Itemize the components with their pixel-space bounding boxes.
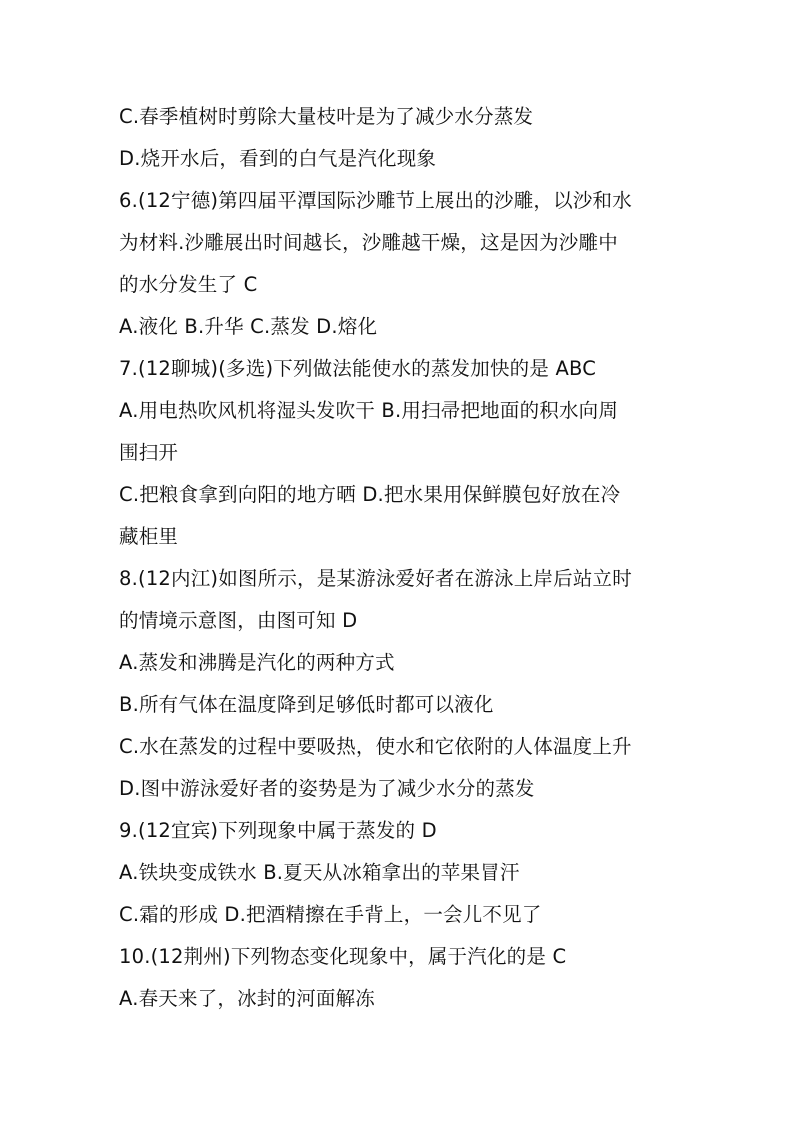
text-line: 的情境示意图，由图可知 D: [119, 609, 358, 632]
options-line: C.霜的形成 D.把酒精擦在手背上，一会儿不见了: [119, 903, 542, 926]
text-line: 为材料.沙雕展出时间越长，沙雕越干燥，这是因为沙雕中: [119, 231, 618, 254]
options-line: A.铁块变成铁水 B.夏天从冰箱拿出的苹果冒汗: [119, 861, 520, 884]
question-6-line: 6.(12宁德)第四届平潭国际沙雕节上展出的沙雕，以沙和水: [119, 189, 632, 212]
options-line: A.液化 B.升华 C.蒸发 D.熔化: [119, 315, 378, 338]
question-9-line: 9.(12宜宾)下列现象中属于蒸发的 D: [119, 819, 437, 842]
option-line: A.春天来了，冰封的河面解冻: [119, 987, 375, 1010]
text-line: C.春季植树时剪除大量枝叶是为了减少水分蒸发: [119, 105, 534, 128]
options-line: A.用电热吹风机将湿头发吹干 B.用扫帚把地面的积水向周: [119, 399, 619, 422]
options-line: C.把粮食拿到向阳的地方晒 D.把水果用保鲜膜包好放在冷: [119, 483, 621, 506]
question-10-line: 10.(12荆州)下列物态变化现象中，属于汽化的是 C: [119, 945, 567, 968]
text-line: 围扫开: [119, 441, 179, 464]
text-line: D.烧开水后，看到的白气是汽化现象: [119, 147, 437, 170]
text-line: 的水分发生了 C: [119, 273, 258, 296]
question-7-line: 7.(12聊城)(多选)下列做法能使水的蒸发加快的是 ABC: [119, 357, 597, 380]
text-line: 藏柜里: [119, 525, 179, 548]
option-line: B.所有气体在温度降到足够低时都可以液化: [119, 693, 494, 716]
option-line: A.蒸发和沸腾是汽化的两种方式: [119, 651, 395, 674]
option-line: C.水在蒸发的过程中要吸热，使水和它依附的人体温度上升: [119, 735, 632, 758]
option-line: D.图中游泳爱好者的姿势是为了减少水分的蒸发: [119, 777, 535, 800]
question-8-line: 8.(12内江)如图所示，是某游泳爱好者在游泳上岸后站立时: [119, 567, 632, 590]
